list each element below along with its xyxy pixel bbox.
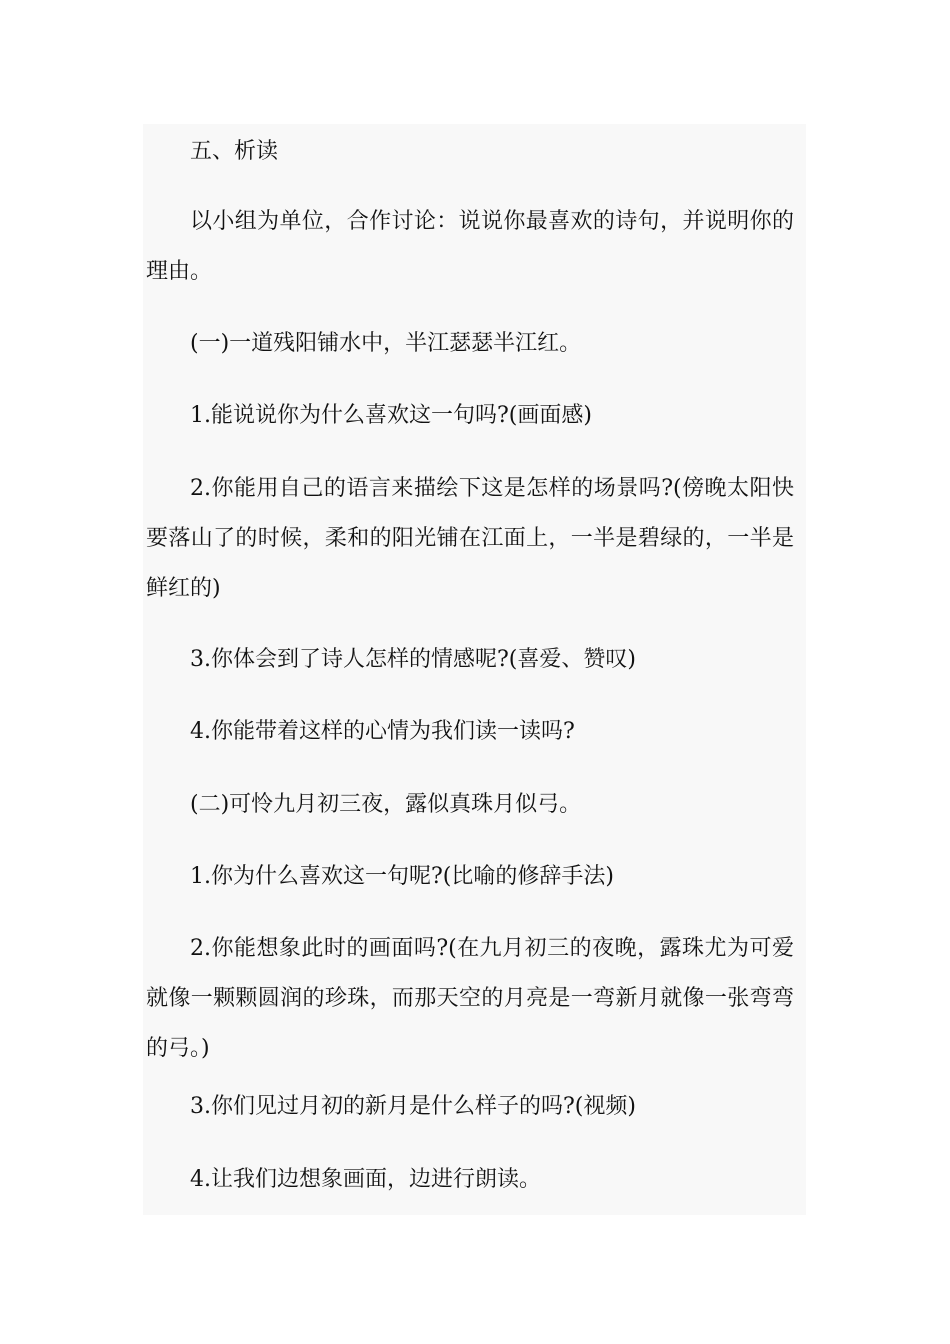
question-item: 2.你能想象此时的画面吗?(在九月初三的夜晚，露珠尤为可爱就像一颗颗圆润的珍珠，而那天空的月亮是一弯新月就像一张弯弯的弓。) — [146, 936, 794, 1061]
question-item: 2.你能用自己的语言来描绘下这是怎样的场景吗?(傍晚太阳快要落山了的时候，柔和的阳光铺在江面上，一半是碧绿的，一半是鲜红的) — [146, 476, 794, 601]
document-body — [143, 124, 806, 1215]
subsection-heading: (二)可怜九月初三夜，露似真珠月似弓。 — [190, 792, 582, 817]
question-item: 1.能说说你为什么喜欢这一句吗?(画面感) — [190, 403, 592, 428]
paragraph: 以小组为单位，合作讨论：说说你最喜欢的诗句，并说明你的理由。 — [146, 209, 794, 284]
question-item: 1.你为什么喜欢这一句呢?(比喻的修辞手法) — [190, 864, 614, 889]
question-item: 3.你们见过月初的新月是什么样子的吗?(视频) — [190, 1094, 636, 1119]
question-item: 4.让我们边想象画面，边进行朗读。 — [190, 1167, 541, 1192]
section-heading: 五、析读 — [190, 139, 279, 164]
subsection-heading: (一)一道残阳铺水中，半江瑟瑟半江红。 — [190, 331, 582, 356]
question-item: 3.你体会到了诗人怎样的情感呢?(喜爱、赞叹) — [190, 647, 636, 672]
question-item: 4.你能带着这样的心情为我们读一读吗? — [190, 719, 575, 744]
